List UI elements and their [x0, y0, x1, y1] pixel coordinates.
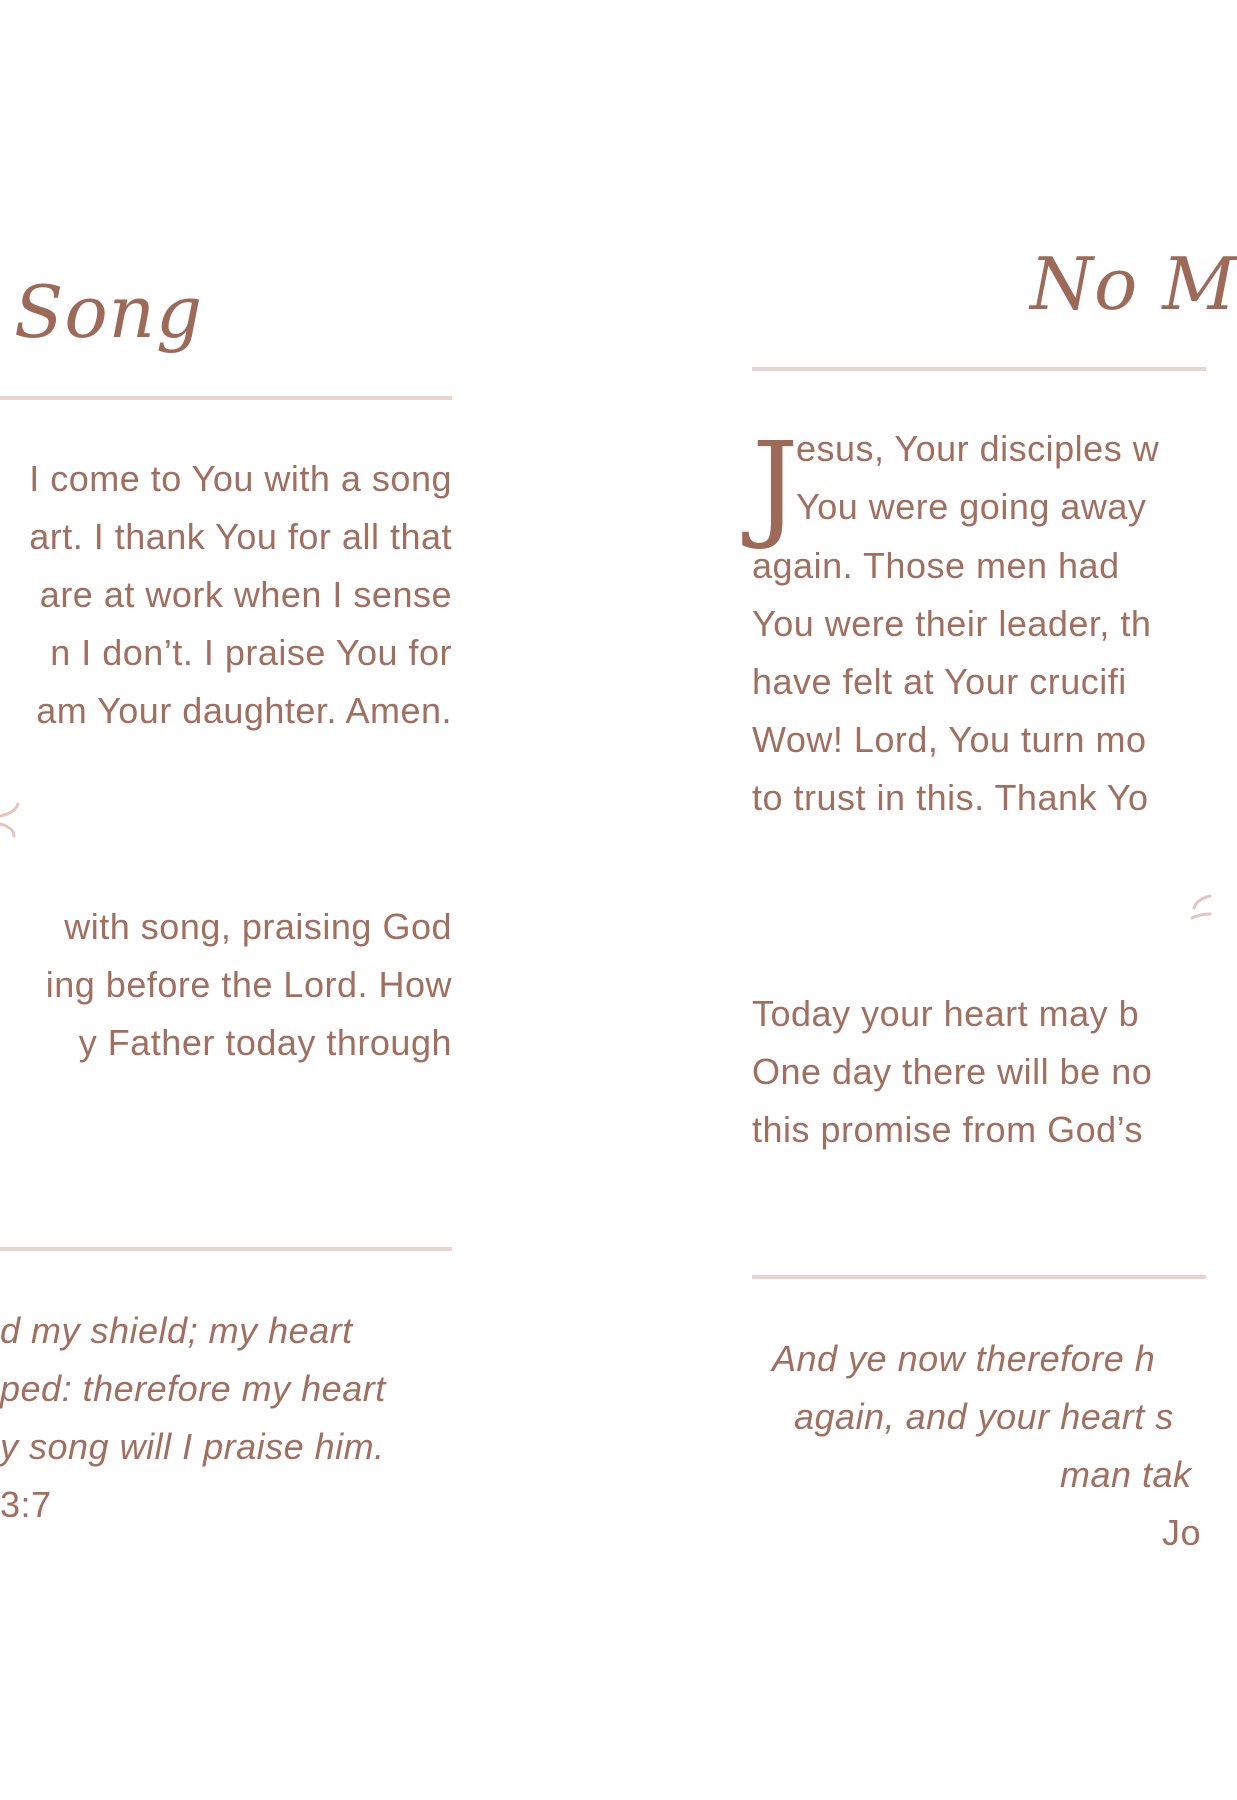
prayer-line: are at work when I sense [39, 574, 452, 615]
prayer-text [0, 450, 452, 740]
page-title: No M [1030, 242, 1237, 326]
drop-cap: J [752, 418, 799, 553]
bottom-divider [752, 1275, 1206, 1279]
verse-line: d my shield; my heart [0, 1310, 353, 1351]
prayer-line: have felt at Your crucifi [752, 661, 1127, 702]
scripture-verse [0, 1302, 452, 1534]
verse-line: again, and your heart s [794, 1396, 1174, 1437]
reflection-text [0, 898, 452, 1072]
prayer-line: You were their leader, th [752, 603, 1152, 644]
flourish-ornament-icon [1180, 880, 1210, 940]
top-divider [0, 396, 452, 400]
prayer-line: art. I thank You for all that [29, 516, 452, 557]
prayer-line: to trust in this. Thank Yo [752, 777, 1149, 818]
right-page [752, 0, 1237, 1800]
page-title: Song [14, 270, 204, 354]
top-divider [752, 367, 1206, 371]
verse-line: y song will I praise him. [0, 1426, 385, 1467]
bottom-divider [0, 1247, 452, 1251]
prayer-line: Wow! Lord, You turn mo [752, 719, 1147, 760]
reflection-text [752, 985, 1212, 1159]
reflection-line: y Father today through [78, 1022, 452, 1063]
verse-line: man tak [1060, 1454, 1192, 1495]
flourish-ornament-icon [0, 780, 30, 860]
prayer-line: You were going away [796, 486, 1147, 527]
verse-reference: Jo [1162, 1512, 1202, 1553]
prayer-line: am Your daughter. Amen. [36, 690, 452, 731]
prayer-line: n I don’t. I praise You for [50, 632, 452, 673]
reflection-line: ing before the Lord. How [45, 964, 452, 1005]
verse-line: And ye now therefore h [772, 1338, 1156, 1379]
reflection-line: this promise from God’s [752, 1109, 1143, 1150]
left-page [0, 0, 460, 1800]
prayer-first-lines [796, 420, 1216, 536]
scripture-verse [752, 1330, 1206, 1562]
reflection-line: One day there will be no [752, 1051, 1153, 1092]
verse-reference: 3:7 [0, 1484, 52, 1525]
prayer-line: I come to You with a song [29, 458, 452, 499]
prayer-text [752, 537, 1212, 827]
verse-line: ped: therefore my heart [0, 1368, 386, 1409]
prayer-line: again. Those men had [752, 545, 1120, 586]
reflection-line: Today your heart may b [752, 993, 1140, 1034]
prayer-line: esus, Your disciples w [796, 428, 1160, 469]
reflection-line: with song, praising God [64, 906, 452, 947]
